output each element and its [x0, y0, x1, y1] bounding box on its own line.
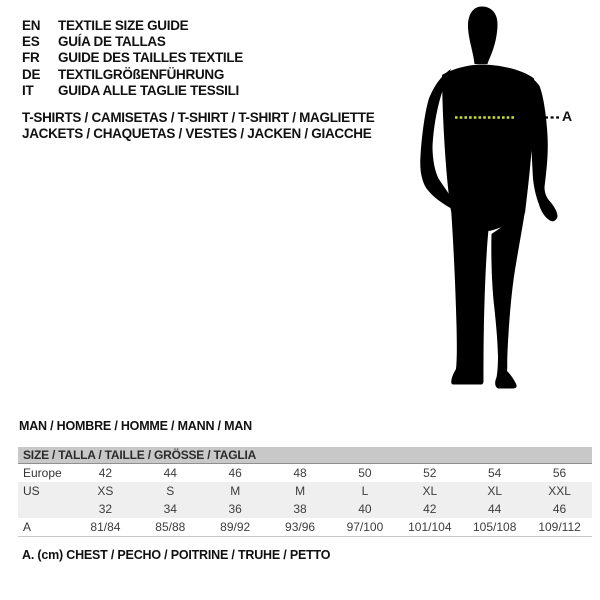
table-cell: S	[166, 484, 175, 498]
table-cell: 105/108	[472, 520, 517, 534]
table-cell: 50	[358, 466, 372, 480]
table-cell: 42	[98, 466, 113, 480]
table-cell: 56	[552, 466, 567, 480]
language-title: GUÍA DE TALLAS	[58, 34, 166, 50]
row-label: US	[23, 484, 40, 498]
category-line-tshirts: T-SHIRTS / CAMISETAS / T-SHIRT / T-SHIRT / MAGLIETTE	[22, 110, 375, 125]
table-cell: 46	[228, 466, 242, 480]
table-cell: 40	[358, 502, 372, 516]
table-cell: 52	[423, 466, 437, 480]
table-cell: M	[295, 484, 306, 498]
language-code: FR	[22, 50, 40, 66]
language-row	[22, 83, 243, 99]
table-cell: 109/112	[538, 520, 581, 534]
table-cell: 101/104	[408, 520, 452, 534]
language-code: DE	[22, 66, 41, 82]
language-code: ES	[22, 34, 40, 50]
category-line-jackets: JACKETS / CHAQUETAS / VESTES / JACKEN / GIACCHE	[22, 126, 372, 142]
table-cell: 32	[98, 502, 113, 516]
row-label: A	[23, 520, 32, 534]
table-cell: 38	[293, 502, 307, 516]
measure-label-a: A	[562, 108, 573, 124]
table-cell: 93/96	[285, 520, 316, 534]
table-cell: L	[361, 484, 369, 498]
language-title: GUIDA ALLE TAGLIE TESSILI	[58, 83, 239, 99]
table-row-chest-cm	[18, 518, 592, 537]
table-cell: 48	[293, 466, 307, 480]
table-cell: 81/84	[90, 520, 121, 534]
table-cell: XL	[487, 484, 503, 498]
language-row	[22, 17, 243, 33]
language-row	[22, 66, 243, 82]
language-row	[22, 50, 243, 66]
table-cell: XL	[422, 484, 438, 498]
table-cell: 34	[163, 502, 177, 516]
table-cell: 42	[423, 502, 437, 516]
table-cell: 44	[163, 466, 177, 480]
table-cell: 85/88	[155, 520, 186, 534]
man-silhouette	[420, 7, 557, 389]
language-code: IT	[22, 83, 34, 99]
row-label: Europe	[23, 466, 62, 480]
table-cell: 36	[228, 502, 242, 516]
table-cell: 89/92	[220, 520, 251, 534]
table-cell: 44	[488, 502, 502, 516]
table-header: SIZE / TALLA / TAILLE / GRÖSSE / TAGLIA	[18, 447, 592, 464]
table-cell: 54	[488, 466, 502, 480]
table-cell: M	[230, 484, 241, 498]
table-cell: 97/100	[346, 520, 384, 534]
language-code: EN	[22, 17, 41, 33]
table-row-us	[18, 482, 592, 500]
table-row-europe	[18, 464, 592, 482]
category-lines	[22, 110, 374, 143]
footnote-chest-measure: A. (cm) CHEST / PECHO / POITRINE / TRUHE / PETTO	[22, 548, 331, 562]
table-cell: XS	[97, 484, 114, 498]
language-list	[22, 17, 243, 99]
table-cell: XXL	[548, 484, 571, 498]
language-title: GUIDE DES TAILLES TEXTILE	[58, 50, 244, 66]
size-table	[18, 447, 592, 537]
language-title: TEXTILGRÖßENFÜHRUNG	[58, 66, 225, 82]
section-title-man: MAN / HOMBRE / HOMME / MANN / MAN	[19, 419, 252, 433]
table-cell: 46	[552, 502, 567, 516]
language-row	[22, 33, 243, 49]
man-silhouette-figure	[395, 0, 600, 400]
language-title: TEXTILE SIZE GUIDE	[58, 17, 189, 33]
table-row-us-numeric	[18, 500, 592, 518]
